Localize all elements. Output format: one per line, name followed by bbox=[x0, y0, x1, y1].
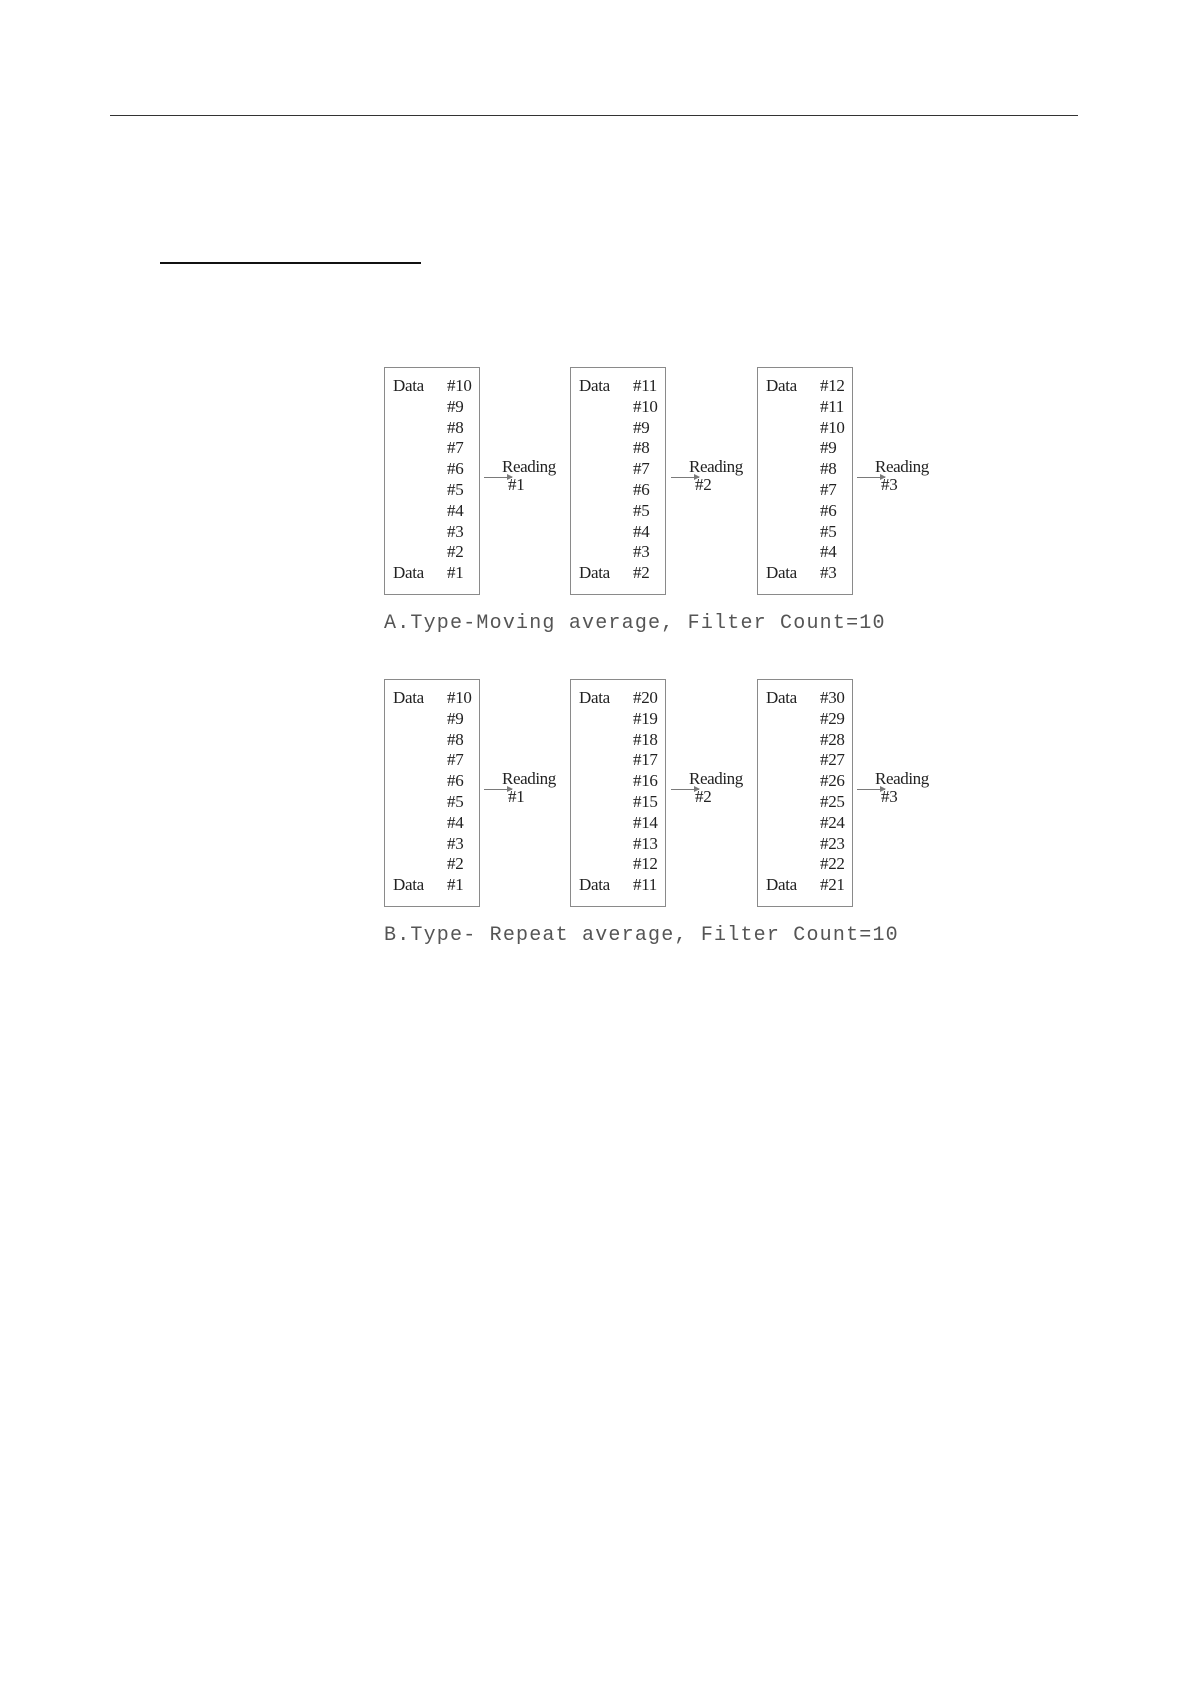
sample-number: #9 bbox=[447, 396, 464, 416]
reading-output bbox=[484, 769, 574, 809]
reading-number: #3 bbox=[881, 787, 898, 806]
sample-number: #24 bbox=[820, 812, 845, 832]
section-heading-underline bbox=[160, 262, 421, 264]
sample-number: #8 bbox=[447, 729, 464, 749]
reading-number: #1 bbox=[508, 787, 525, 806]
data-label: Data bbox=[766, 875, 797, 894]
reading-label: Reading bbox=[502, 457, 556, 476]
reading-label: Reading bbox=[502, 769, 556, 788]
data-label: Data bbox=[579, 688, 610, 707]
sample-number: #22 bbox=[820, 854, 845, 874]
reading-label: Reading bbox=[875, 457, 929, 476]
data-buffer-box bbox=[757, 367, 853, 595]
sample-number-list bbox=[820, 376, 845, 584]
sample-number: #16 bbox=[633, 771, 658, 791]
sample-number: #23 bbox=[820, 833, 845, 853]
sample-number: #7 bbox=[447, 750, 464, 770]
sample-number: #1 bbox=[447, 563, 464, 583]
sample-number: #4 bbox=[447, 500, 464, 520]
reading-output bbox=[484, 457, 574, 497]
sample-number: #5 bbox=[447, 479, 464, 499]
reading-label: Reading bbox=[689, 769, 743, 788]
sample-number: #9 bbox=[633, 417, 650, 437]
sample-number: #29 bbox=[820, 708, 845, 728]
sample-number-list bbox=[633, 376, 658, 584]
sample-number: #3 bbox=[633, 542, 650, 562]
sample-number: #10 bbox=[447, 376, 472, 395]
sample-number: #11 bbox=[820, 396, 844, 416]
sample-number: #15 bbox=[633, 791, 658, 811]
data-buffer-box bbox=[757, 679, 853, 907]
data-label: Data bbox=[393, 376, 424, 395]
sample-number: #3 bbox=[820, 563, 837, 583]
sample-number: #1 bbox=[447, 875, 464, 895]
sample-number: #2 bbox=[447, 542, 464, 562]
data-buffer-box bbox=[384, 679, 480, 907]
sample-number: #7 bbox=[820, 479, 837, 499]
sample-number: #7 bbox=[633, 459, 650, 479]
data-label: Data bbox=[393, 875, 424, 894]
reading-number: #3 bbox=[881, 475, 898, 494]
data-buffer-box bbox=[570, 679, 666, 907]
reading-label: Reading bbox=[689, 457, 743, 476]
sample-number: #11 bbox=[633, 376, 657, 395]
reading-output bbox=[857, 457, 947, 497]
sample-number-list bbox=[633, 688, 658, 896]
sample-number: #9 bbox=[447, 708, 464, 728]
sample-number: #12 bbox=[633, 854, 658, 874]
figure-caption: A.Type-Moving average, Filter Count=10 bbox=[384, 612, 886, 635]
data-buffer-box bbox=[384, 367, 480, 595]
sample-number: #13 bbox=[633, 833, 658, 853]
sample-number: #27 bbox=[820, 750, 845, 770]
sample-number: #5 bbox=[447, 791, 464, 811]
reading-number: #2 bbox=[695, 787, 712, 806]
sample-number: #6 bbox=[447, 771, 464, 791]
sample-number-list bbox=[447, 376, 472, 584]
sample-number-list bbox=[447, 688, 472, 896]
sample-number: #26 bbox=[820, 771, 845, 791]
figure-caption: B.Type- Repeat average, Filter Count=10 bbox=[384, 924, 899, 947]
repeat-average-diagram bbox=[380, 679, 940, 947]
sample-number: #6 bbox=[447, 459, 464, 479]
sample-number: #5 bbox=[820, 521, 837, 541]
sample-number: #7 bbox=[447, 438, 464, 458]
data-label: Data bbox=[393, 688, 424, 707]
sample-number: #4 bbox=[820, 542, 837, 562]
sample-number: #4 bbox=[633, 521, 650, 541]
data-label: Data bbox=[766, 688, 797, 707]
sample-number: #28 bbox=[820, 729, 845, 749]
sample-number: #2 bbox=[633, 563, 650, 583]
sample-number: #3 bbox=[447, 833, 464, 853]
sample-number: #8 bbox=[820, 459, 837, 479]
sample-number: #19 bbox=[633, 708, 658, 728]
moving-average-diagram bbox=[380, 367, 940, 635]
sample-number: #8 bbox=[633, 438, 650, 458]
reading-number: #2 bbox=[695, 475, 712, 494]
sample-number-list bbox=[820, 688, 845, 896]
sample-number: #20 bbox=[633, 688, 658, 707]
data-label: Data bbox=[766, 563, 797, 582]
sample-number: #8 bbox=[447, 417, 464, 437]
sample-number: #3 bbox=[447, 521, 464, 541]
data-buffer-box bbox=[570, 367, 666, 595]
data-label: Data bbox=[579, 875, 610, 894]
reading-output bbox=[857, 769, 947, 809]
sample-number: #9 bbox=[820, 438, 837, 458]
sample-number: #30 bbox=[820, 688, 845, 707]
sample-number: #6 bbox=[633, 479, 650, 499]
data-label: Data bbox=[766, 376, 797, 395]
sample-number: #18 bbox=[633, 729, 658, 749]
sample-number: #10 bbox=[820, 417, 845, 437]
data-label: Data bbox=[393, 563, 424, 582]
sample-number: #6 bbox=[820, 500, 837, 520]
sample-number: #10 bbox=[633, 396, 658, 416]
sample-number: #5 bbox=[633, 500, 650, 520]
sample-number: #17 bbox=[633, 750, 658, 770]
sample-number: #21 bbox=[820, 875, 845, 895]
header-rule bbox=[110, 115, 1078, 116]
reading-number: #1 bbox=[508, 475, 525, 494]
sample-number: #25 bbox=[820, 791, 845, 811]
reading-output bbox=[671, 769, 761, 809]
data-label: Data bbox=[579, 376, 610, 395]
sample-number: #14 bbox=[633, 812, 658, 832]
sample-number: #4 bbox=[447, 812, 464, 832]
sample-number: #12 bbox=[820, 376, 845, 395]
data-label: Data bbox=[579, 563, 610, 582]
sample-number: #10 bbox=[447, 688, 472, 707]
sample-number: #11 bbox=[633, 875, 657, 895]
sample-number: #2 bbox=[447, 854, 464, 874]
reading-output bbox=[671, 457, 761, 497]
reading-label: Reading bbox=[875, 769, 929, 788]
